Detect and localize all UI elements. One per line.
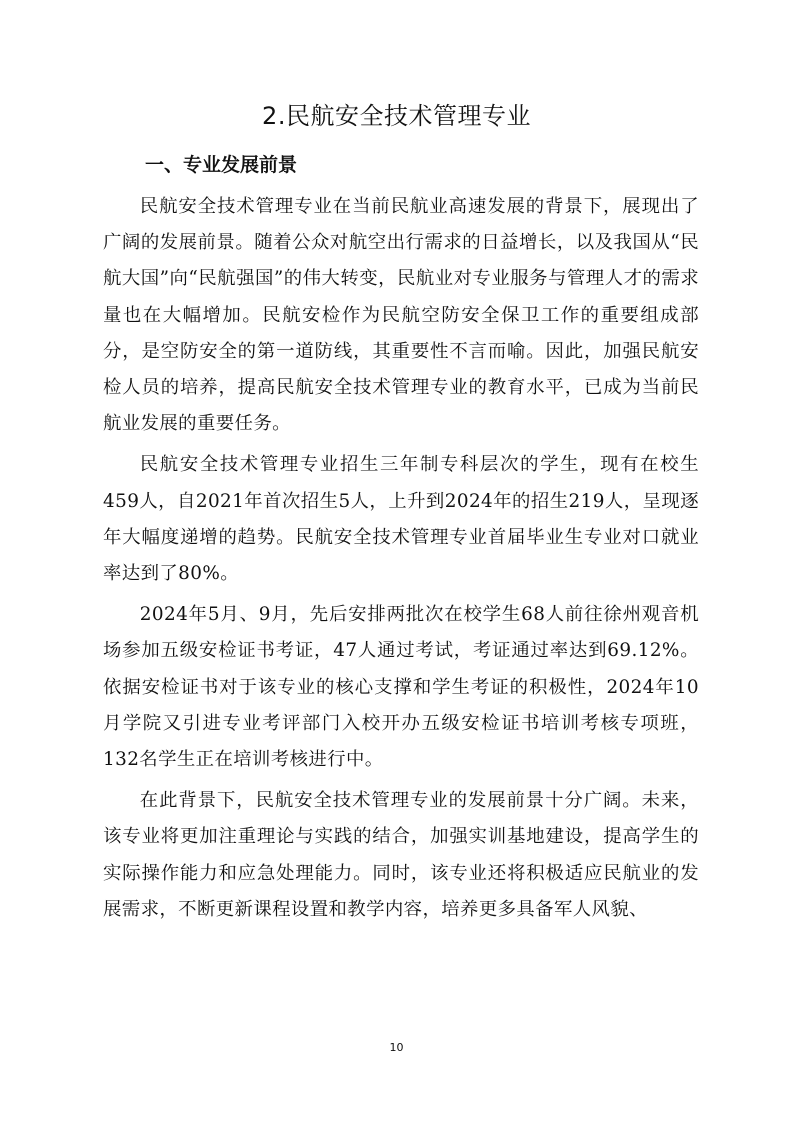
paragraph-certification: 2024年5月、9月，先后安排两批次在校学生68人前往徐州观音机场参加五级安检证书考证，47人通过考试，考证通过率达到69.12%。依据安检证书对于该专业的核心支撑和学生考证的积极性，2024年10月学院又引进专业考评部门入校开办五级安检证书培训考核专项班，132名学生正在培训考核进行中。 [103, 604, 699, 771]
paragraph-enrollment: 民航安全技术管理专业招生三年制专科层次的学生，现有在校生459人，自2021年首次招生5人，上升到2024年的招生219人，呈现逐年大幅度递增的趋势。民航安全技术管理专业首届毕业生专业对口就业率达到了80%。 [103, 454, 699, 585]
page-title: 2.民航安全技术管理专业 [262, 102, 531, 130]
section-heading: 一、专业发展前景 [145, 154, 298, 176]
page-number: 10 [389, 1041, 404, 1054]
paragraph-outlook: 民航安全技术管理专业在当前民航业高速发展的背景下，展现出了广阔的发展前景。随着公众对航空出行需求的日益增长，以及我国从“民航大国”向“民航强国”的伟大转变，民航业对专业服务与管理人才的需求量也在大幅增加。民航安检作为民航空防安全保卫工作的重要组成部分，是空防安全的第一道防线，其重要性不言而喻。因此，加强民航安检人员的培养，提高民航安全技术管理专业的教育水平，已成为当前民航业发展的重要任务。 [103, 196, 699, 435]
paragraph-future: 在此背景下，民航安全技术管理专业的发展前景十分广阔。未来，该专业将更加注重理论与实践的结合，加强实训基地建设，提高学生的实际操作能力和应急处理能力。同时，该专业还将积极适应民航业的发展需求，不断更新课程设置和教学内容，培养更多具备军人风貌、 [103, 790, 699, 920]
body-text [103, 189, 699, 933]
